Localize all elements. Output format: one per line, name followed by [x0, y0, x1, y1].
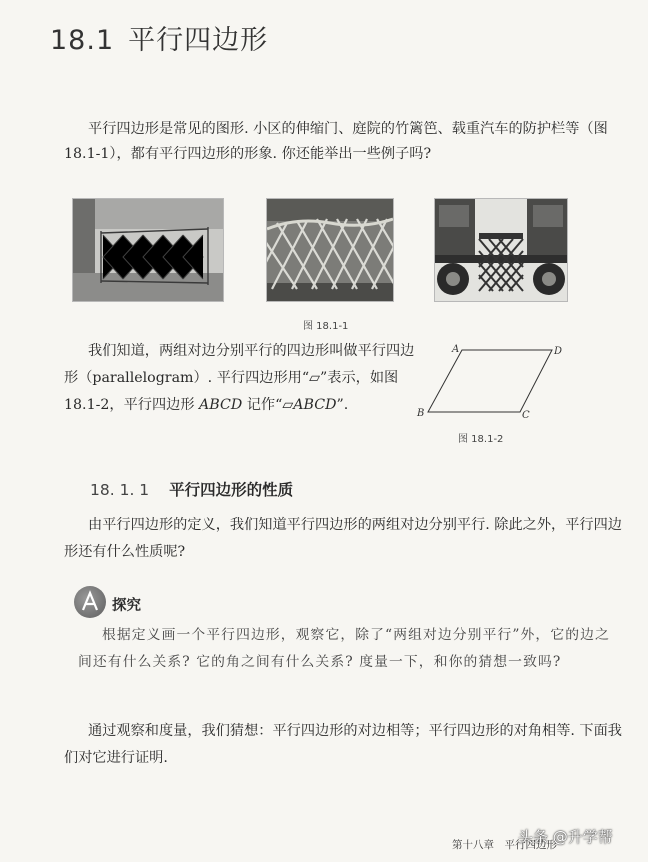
figure-1-caption: 图 18.1-1	[303, 321, 349, 332]
truck-guard-rail-photo	[434, 198, 568, 302]
page-footer: 第十八章 平行四边形	[452, 839, 557, 851]
vertex-d-label: D	[554, 346, 563, 357]
definition-text-d: ”.	[336, 397, 349, 413]
subsection-heading	[90, 478, 293, 500]
bamboo-fence-photo	[266, 198, 394, 302]
section-title: 平行四边形	[128, 25, 269, 56]
figure-2-caption: 图 18.1-2	[458, 434, 504, 445]
intro-paragraph: 平行四边形是常见的图形. 小区的伸缩门、庭院的竹篱笆、载重汽车的防护栏等（图 18.1-1），都有平行四边形的形象. 你还能举出一些例子吗?	[64, 121, 608, 162]
vertex-a-label: A	[452, 344, 460, 355]
parallelogram-name-2: ABCD	[293, 397, 337, 413]
vertex-b-label: B	[417, 408, 425, 419]
subsection-number: 18. 1. 1	[90, 481, 150, 499]
section-number: 18.1	[50, 25, 115, 56]
page-title	[50, 18, 268, 57]
parallelogram-symbol: ▱	[309, 370, 320, 386]
watermark: 头条 @升学帮	[518, 828, 613, 846]
parallelogram-diagram	[416, 340, 576, 422]
explore-label: 探究	[112, 598, 141, 614]
parallelogram-name: ABCD	[199, 397, 243, 413]
definition-text-c: 记作“	[242, 397, 283, 413]
explore-icon	[74, 586, 106, 618]
explore-paragraph: 根据定义画一个平行四边形，观察它，除了“两组对边分别平行”外，它的边之间还有什么关系? 它的角之间有什么关系? 度量一下，和你的猜想一致吗?	[78, 627, 610, 670]
telescopic-gate-photo	[72, 198, 224, 302]
subsection-title: 平行四边形的性质	[169, 481, 294, 499]
properties-intro-paragraph: 由平行四边形的定义，我们知道平行四边形的两组对边分别平行. 除此之外，平行四边形还有什么性质呢?	[64, 517, 622, 560]
definition-text-b: ”表示，如图 18.1-2，平行四边形	[64, 370, 399, 413]
parallelogram-symbol-2: ▱	[282, 397, 294, 413]
definition-text-a: 我们知道，两组对边分别平行的四边形叫做平行四边形（parallelogram）. 平行四边形用“	[64, 343, 415, 386]
definition-paragraph	[64, 338, 424, 419]
conjecture-paragraph: 通过观察和度量，我们猜想：平行四边形的对边相等；平行四边形的对角相等. 下面我们对它进行证明.	[64, 723, 622, 766]
parallelogram-shape	[428, 350, 552, 412]
vertex-c-label: C	[522, 410, 530, 421]
